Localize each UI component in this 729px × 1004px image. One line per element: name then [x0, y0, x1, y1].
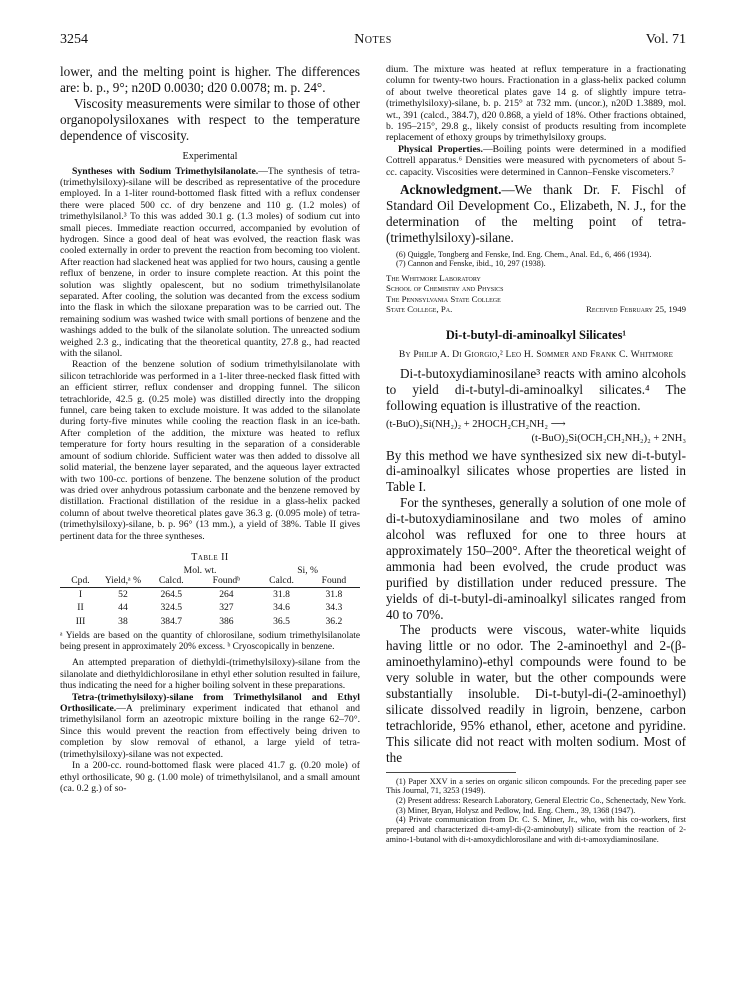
table-footnote: ᵃ Yields are based on the quantity of chlorosilane, sodium trimethylsilanolate being present in approximately 20% excess. ᵇ Cryoscopically in benzene.: [60, 631, 360, 653]
cell-mw-found: 386: [219, 615, 234, 627]
reaction-equation: [386, 418, 686, 446]
cell-si-calcd: 36.5: [273, 615, 290, 627]
paragraph-differences: lower, and the melting point is higher. The differences are: b. p., 9°; n20D 0.0030; d20 0.0078; m. p. 24°.: [60, 64, 360, 95]
col-molwt-found: Foundᵇ: [198, 576, 256, 587]
reference-4: (4) Private communication from Dr. C. S. Miner, Jr., who, with his co-workers, first prepared and characterized di-t-amyl-di-(2-aminobutyl) silicate from the reaction of 2-amino-1-butanol with di-t-amoxydichlorosilane and with di-t-amoxydiaminosilane.: [386, 815, 686, 844]
reference-6: (6) Quiggle, Tongberg and Fenske, Ind. Eng. Chem., Anal. Ed., 6, 466 (1934).: [396, 249, 652, 259]
received-date: Received February 25, 1949: [586, 303, 686, 314]
equation-line-2: (t-BuO)₂Si(OCH₂CH₂NH₂)₂ + 2NH₃: [531, 432, 686, 444]
cell-si-found: 36.2: [325, 615, 343, 627]
physical-text: —Boiling points were determined in a modified Cottrell apparatus.⁶ Densities were measured with pycnometers of about 5-cc. capacity. Viscosities were determined in Cannon–Fenske viscometers.⁷: [386, 143, 686, 178]
ack-text: —We thank Dr. F. Fischl of Standard Oil Development Co., Elizabeth, N. J., for the determination of the melting point of tetra-(trimethylsiloxy)-silane.: [386, 182, 686, 245]
col-si: Si, %: [297, 564, 318, 576]
lab-line: The Whitmore Laboratory: [386, 273, 481, 284]
paragraph-synthesis-procedure: For the syntheses, generally a solution of one mole of di-t-butoxydiaminosilane and two moles of amino alcohol was refluxed for one to three hours at approximately 150–200°. After the theoretical weight of ammonia had been evolved, the crude product was purified by distillation under reduced pressure. The yields of di-t-butyl-di-aminoalkyl silicates ranged from 40 to 70%.: [386, 495, 686, 622]
references-a: [386, 250, 686, 269]
syntheses-label: Syntheses with Sodium Trimethylsilanolate.: [72, 165, 259, 177]
cell-mw-calcd: 324.5: [160, 602, 183, 614]
cell-mw-calcd: 264.5: [160, 588, 183, 600]
cell-cpd: II: [77, 602, 84, 614]
cell-si-found: 31.8: [325, 588, 343, 600]
page-number: 3254: [60, 32, 88, 47]
paragraph-reaction: Reaction of the benzene solution of sodium trimethylsilanolate with silicon tetrachloride was performed in a 1-liter three-necked flask fitted with an efficient stirrer, reflux condenser and dropping funnel. The silicon tetrachloride, 42.5 g. (0.25 mole) was distilled directly into the dropping funnel, care being taken to exclude moisture. It was added to the silanolate during forty-five minutes while cooling the reaction flask in an ice-bath. After completion of the addition, the mixture was heated to reflux temperature for forty hours resulting in the separation of a considerable amount of sodium chloride. Sufficient water was then added to dissolve all solid material, the benzene layer separated, and the aqueous layer extracted with two 100-cc. portions of benzene. The benzene solution of the product was dried over anhydrous potassium carbonate and the benzene removed by distillation. Fractional distillation of the residue in a glass-helix packed column of about twelve theoretical plates gave 36.3 g. (0.095 mole) of tetra-(trimethylsiloxy)-silane, b. p. 96° (13 mm.), a yield of 38%. Table II gives pertinent data for the three syntheses.: [60, 359, 360, 542]
lab-address: [386, 273, 686, 314]
article-authors: By Philip A. Di Giorgio,² Leo H. Sommer and Frank C. Whitmore: [398, 349, 674, 361]
tetra-text: —A preliminary experiment indicated that ethanol and trimethylsilanol form an azeotropic mixture boiling in the range 62–70°. Since this would prevent the reaction from effectively being driven to completion by slow removal of ethanol, a large yield of tetra-(trimethylsiloxy)-silane was not expected.: [60, 703, 360, 760]
col-si-found: Found: [308, 576, 360, 587]
cell-si-calcd: 34.6: [273, 602, 290, 614]
reference-2: (2) Present address: Research Laboratory, General Electric Co., Schenectady, New York.: [396, 796, 686, 806]
paragraph-attempt: An attempted preparation of diethyldi-(trimethylsiloxy)-silane from the silanolate and diethyldichlorosilane in ethyl ether solution resulted in failure, thus indicating the need for a higher boiling solvent in these preparations.: [60, 657, 360, 692]
left-column: [60, 64, 360, 794]
experimental-heading: Experimental: [182, 150, 238, 162]
col-molwt: Mol. wt.: [183, 564, 217, 576]
paragraph-flask: In a 200-cc. round-bottomed flask were placed 41.7 g. (0.20 mole) of ethyl orthosilicate, 90 g. (1.00 mole) of trimethylsilanol, and a small amount (ca. 0.2 g.) of so-: [60, 760, 360, 794]
cell-si-found: 34.3: [325, 602, 343, 614]
paragraph-syntheses: [60, 166, 360, 360]
col-yield: Yield,ᵃ %: [101, 566, 145, 588]
paragraph-viscosity: Viscosity measurements were similar to those of other organopolysiloxanes with respect to the temperature dependence of viscosity.: [60, 95, 360, 143]
table-row: [60, 601, 360, 615]
volume-label: Vol. 71: [645, 32, 686, 47]
tetra-label: Tetra-(trimethylsiloxy)-silane from Trimethylsilanol and Ethyl Orthosilicate.: [60, 691, 360, 715]
paragraph-physical: [386, 144, 686, 178]
article-title: Di-t-butyl-di-aminoalkyl Silicates¹: [445, 328, 627, 343]
physical-label: Physical Properties.: [398, 143, 483, 155]
lab-city: State College, Pa.: [386, 303, 453, 314]
table-ii: [60, 566, 360, 629]
table-row: [60, 615, 360, 629]
cell-yield: 52: [118, 588, 128, 600]
paragraph-intro: Di-t-butoxydiaminosilane³ reacts with amino alcohols to yield di-t-butyl-di-aminoalkyl silicates.⁴ The following equation is illustrative of the reaction.: [386, 365, 686, 413]
ack-label: Acknowledgment.: [400, 182, 502, 198]
table-row: [60, 587, 360, 601]
reference-7: (7) Cannon and Fenske, ibid., 10, 297 (1938).: [396, 259, 546, 269]
cell-yield: 38: [118, 615, 128, 627]
paragraph-method: By this method we have synthesized six new di-t-butyl-di-aminoalkyl silicates whose properties are listed in Table I.: [386, 447, 686, 495]
cell-mw-found: 264: [219, 588, 234, 600]
footnote-divider: [386, 772, 516, 773]
paragraph-continuation: dium. The mixture was heated at reflux temperature in a fractionating column for twenty-two hours. Fractionation in a glass-helix packed column of about twelve theoretical plates gave 14 g. of slightly impure tetra-(trimethylsiloxy)-silane, b. p. 215° at 732 mm. (uncor.), n20D 1.3889, mol. wt., 391 (calcd., 384.7), d20 0.868, a yield of 18%. Other fractions obtained, b. 195–215°, 29.8 g., likely consist of products resulting from incomplete replacement of ethoxy groups by trimethylsiloxy groups.: [386, 64, 686, 144]
cell-yield: 44: [118, 602, 128, 614]
col-molwt-calcd: Calcd.: [145, 576, 198, 587]
reference-1: (1) Paper XXV in a series on organic silicon compounds. For the preceding paper see This Journal, 71, 3253 (1949).: [386, 776, 686, 796]
section-title: Notes: [354, 32, 392, 47]
table-title: Table II: [191, 551, 229, 563]
cell-si-calcd: 31.8: [273, 588, 290, 600]
paragraph-tetra: [60, 692, 360, 760]
cell-mw-calcd: 384.7: [160, 615, 183, 627]
col-cpd: Cpd.: [60, 566, 101, 588]
cell-mw-found: 327: [219, 602, 234, 614]
references-b: [386, 777, 686, 845]
lab-city-row: [386, 304, 686, 314]
col-si-calcd: Calcd.: [255, 576, 308, 587]
cell-cpd: I: [78, 588, 83, 600]
equation-line-1: (t-BuO)₂Si(NH₂)₂ + 2HOCH₂CH₂NH₂ ⟶: [386, 418, 566, 430]
reference-3: (3) Miner, Bryan, Holysz and Pedlow, Ind. Eng. Chem., 39, 1368 (1947).: [396, 805, 636, 815]
lab-line: The Pennsylvania State College: [386, 293, 501, 304]
page-header: [60, 32, 686, 52]
cell-cpd: III: [75, 615, 86, 627]
right-column: [386, 64, 686, 845]
syntheses-text: —The synthesis of tetra-(trimethylsiloxy)-silane will be described as representative of the procedure employed. In a 1-liter round-bottomed flask fitted with a reflux condenser there were placed 500 cc. of dry benzene and 110 g. (1.2 moles) of trimethylsilanol.³ To this was added 30.1 g. (1.3 moles) of sodium cut into small pieces. Immediate reaction occurred, accompanied by evolution of hydrogen. Since a good deal of heat was evolved, the reaction flask was cooled externally in order to prevent the reaction from becoming too violent. After reaction had slackened heat was applied for two hours, causing a gentle reflux of benzene, in order to insure complete reaction. At this point the solution was slightly opalescent, but no sodium trimethylsilanolate separated. After cooling, the solution was decanted from the excess sodium into the flask in which the siloxane preparation was to be carried out. The remaining sodium was washed twice with small portions of benzene and the washings added to the bulk of the silanolate solution. The unreacted sodium weighed 2.3 g., indicating that the theoretical quantity, 27.8 g., had reacted with the silanol.: [60, 165, 361, 360]
paragraph-acknowledgment: [386, 182, 686, 246]
lab-line: School of Chemistry and Physics: [386, 283, 504, 294]
paragraph-products: The products were viscous, water-white liquids having little or no odor. The 2-aminoethyl and 2-(β-aminoethylamino)-ethyl compounds were found to be very soluble in water, but the other compounds were substantially insoluble. Di-t-butyl-di-(2-aminoethyl) silicate dissolved readily in ligroin, benzene, carbon tetrachloride, 95% ethanol, ether, acetone and pyridine. This silicate did not react with molten sodium. Most of the: [386, 622, 686, 765]
